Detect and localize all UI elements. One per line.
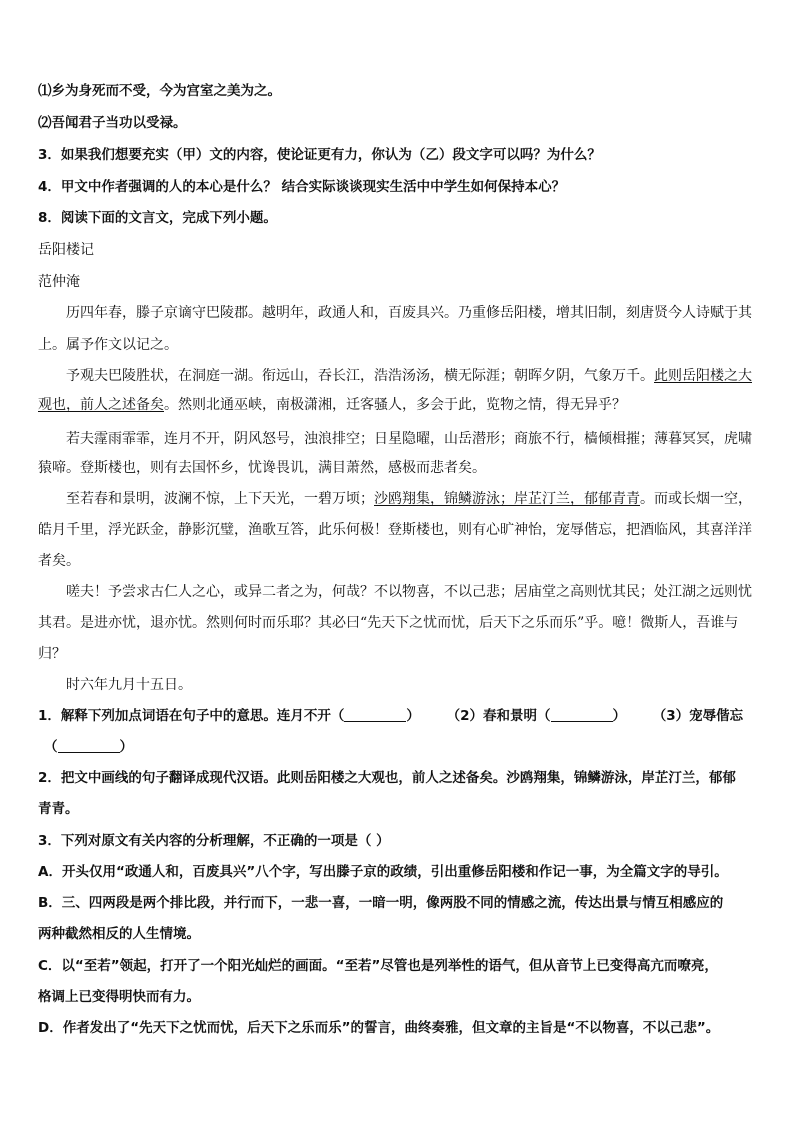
question-text: （3）宠辱偕忘 [652,708,744,724]
passage-text: 。然则北通巫峡，南极潇湘，迁客骚人，多会于此，览物之情，得无异乎？ [164,397,626,413]
underlined-sentence: 沙鸥翔集，锦鳞游泳；岸芷汀兰，郁郁青青 [374,491,640,507]
passage-author: 范仲淹 [38,274,80,290]
passage-line: 其君。是进亦忧，退亦忧。然则何时而乐耶？其必曰“先天下之忧而忧，后天下之乐而乐”乎。噫！微斯人，吾谁与 [38,615,739,631]
passage-line: 历四年春，滕子京谪守巴陵郡。越明年，政通人和，百废具兴。乃重修岳阳楼，增其旧制，刻唐贤今人诗赋于其 [66,305,752,321]
passage-line: 上。属予作文以记之。 [38,337,178,353]
passage-text: 。而或长烟一空， [640,491,752,507]
passage-line: 者矣。 [38,553,80,569]
question-item-1: ⑴乡为身死而不受，今为宫室之美为之。 [38,83,281,99]
passage-line [66,489,752,509]
passage-line [66,366,752,386]
passage-line: 皓月千里，浮光跃金，静影沉璧，渔歌互答，此乐何极！登斯楼也，则有心旷神怡，宠辱偕忘，把酒临风，其喜洋洋 [38,522,752,538]
option-c-cont: 格调上已变得明快而有力。 [38,989,200,1005]
passage-title: 岳阳楼记 [38,242,94,258]
underlined-sentence: 观也，前人之述备矣 [38,397,164,413]
underlined-sentence: 此则岳阳楼之大 [654,368,752,384]
question-2-line: 2．把文中画线的句子翻译成现代汉语。此则岳阳楼之大观也，前人之述备矣。沙鸥翔集，锦鳞游泳，岸芷汀兰，郁郁 [38,770,736,786]
question-1 [38,706,743,726]
passage-line [38,395,626,415]
answer-blank[interactable] [551,707,613,722]
section-8-heading: 8．阅读下面的文言文，完成下列小题。 [38,210,277,226]
question-text: 1．解释下列加点词语在句子中的意思。连月不开（ [38,708,345,724]
option-d: D．作者发出了“先天下之忧而忧，后天下之乐而乐”的誓言，曲终奏雅，但文章的主旨是“不以物喜，不以己悲”。 [38,1020,720,1036]
passage-line: 猿啼。登斯楼也，则有去国怀乡，忧谗畏讥，满目萧然，感极而悲者矣。 [38,460,486,476]
option-b: B．三、四两段是两个排比段，并行而下，一悲一喜，一暗一明，像两股不同的情感之流，传达出景与情互相感应的 [38,895,724,911]
question-2-line: 青青。 [38,801,79,817]
option-c: C．以“至若”领起，打开了一个阳光灿烂的画面。“至若”尽管也是列举性的语气，但从音节上已变得高亢而嘹亮， [38,958,718,974]
question-item-2: ⑵吾闻君子当功以受禄。 [38,115,187,131]
question-3: 3．如果我们想要充实（甲）文的内容，使论证更有力，你认为（乙）段文字可以吗？为什么？ [38,147,601,163]
passage-line: 若夫霪雨霏霏，连月不开，阴风怒号，浊浪排空；日星隐曜，山岳潜形；商旅不行，樯倾楫摧；薄暮冥冥，虎啸 [66,431,752,447]
question-text: （ [44,739,58,755]
question-1-cont [44,737,133,757]
passage-text: 予观夫巴陵胜状，在洞庭一湖。衔远山，吞长江，浩浩汤汤，横无际涯；朝晖夕阴，气象万千。 [66,368,654,384]
answer-blank[interactable] [344,707,406,722]
question-text: ） [406,708,420,724]
answer-blank[interactable] [58,738,120,753]
passage-text: 至若春和景明，波澜不惊，上下天光，一碧万顷； [66,491,374,507]
question-4: 4．甲文中作者强调的人的本心是什么？ 结合实际谈谈现实生活中中学生如何保持本心？ [38,179,566,195]
passage-line: 归？ [38,646,66,662]
passage-line: 时六年九月十五日。 [66,677,192,693]
question-text: （2）春和景明（ [446,708,551,724]
passage-line: 嗟夫！予尝求古仁人之心，或异二者之为，何哉？不以物喜，不以己悲；居庙堂之高则忧其民；处江湖之远则忧 [66,584,752,600]
option-b-cont: 两种截然相反的人生情境。 [38,926,200,942]
question-text: ） [612,708,627,724]
question-text: ） [119,739,133,755]
option-a: A．开头仅用“政通人和，百废具兴”八个字，写出滕子京的政绩，引出重修岳阳楼和作记一事，为全篇文字的导引。 [38,864,728,880]
question-3-stem: 3．下列对原文有关内容的分析理解，不正确的一项是（ ） [38,833,390,849]
